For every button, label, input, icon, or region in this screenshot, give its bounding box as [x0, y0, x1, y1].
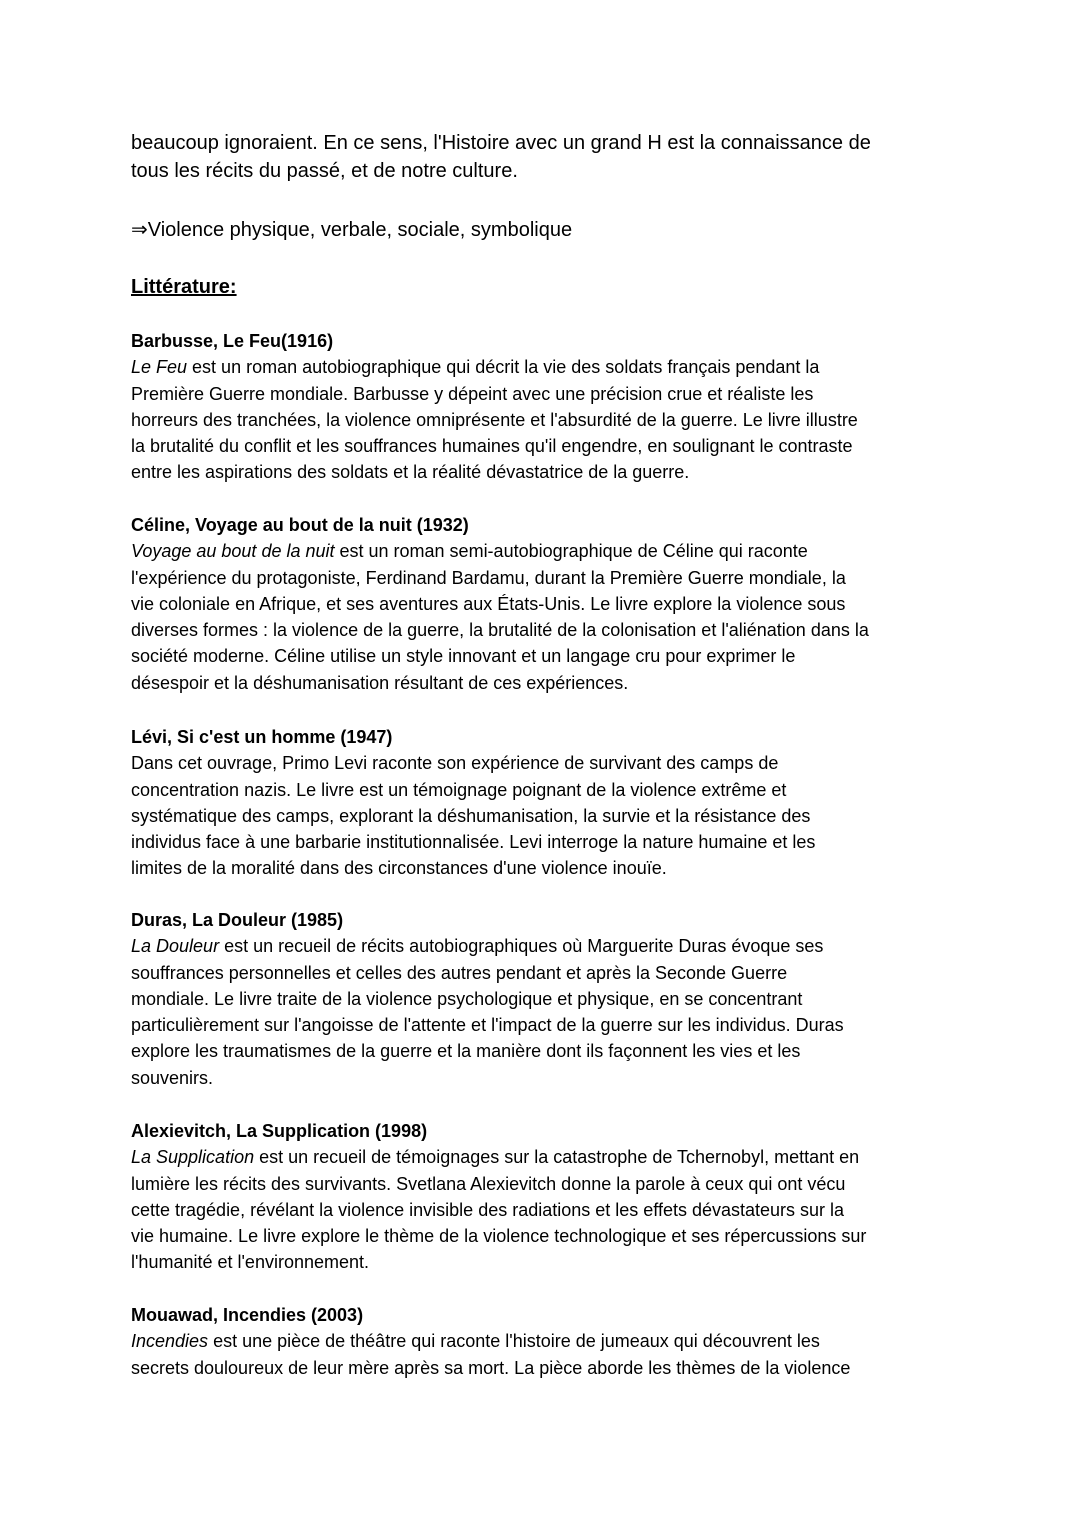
work-italic-title: Incendies — [131, 1331, 209, 1352]
work-description-line — [131, 591, 961, 617]
line-text: Première Guerre mondiale. Barbusse y dépeint avec une précision crue et réaliste les — [131, 383, 814, 404]
line-text: vie humaine. Le livre explore le thème de la violence technologique et ses répercussions sur — [131, 1226, 867, 1247]
line-text: est un recueil de récits autobiographiques où Marguerite Duras évoque ses — [219, 936, 824, 957]
line-text: souvenirs. — [131, 1067, 214, 1088]
line-text: est une pièce de théâtre qui raconte l'histoire de jumeaux qui découvrent les — [208, 1331, 820, 1352]
intro-paragraph — [131, 129, 961, 185]
work-description-line — [131, 1249, 961, 1275]
work-entry — [131, 1302, 961, 1381]
work-description-line — [131, 381, 961, 407]
intro-line: beaucoup ignoraient. En ce sens, l'Histoire avec un grand H est la connaissance de — [131, 132, 871, 154]
work-title: Barbusse, Le Feu(1916) — [131, 331, 334, 351]
work-entry — [131, 724, 961, 882]
work-title: Céline, Voyage au bout de la nuit (1932) — [131, 515, 469, 535]
line-text: Dans cet ouvrage, Primo Levi raconte son expérience de survivant des camps de — [131, 753, 779, 774]
work-description-line — [131, 459, 961, 485]
work-description-line — [131, 1355, 961, 1381]
line-text: désespoir et la déshumanisation résultant de ces expériences. — [131, 672, 629, 693]
line-text: est un roman semi-autobiographique de Céline qui raconte — [334, 541, 808, 562]
work-description-line — [131, 750, 961, 776]
work-title: Duras, La Douleur (1985) — [131, 910, 344, 930]
line-text: mondiale. Le livre traite de la violence psychologique et physique, en se concentrant — [131, 988, 803, 1009]
line-text: entre les aspirations des soldats et la réalité dévastatrice de la guerre. — [131, 462, 690, 483]
violence-types: ⇒Violence physique, verbale, sociale, symbolique — [131, 219, 573, 241]
work-description-line — [131, 1065, 961, 1091]
work-description-line — [131, 1171, 961, 1197]
work-entry — [131, 512, 961, 696]
work-description-line — [131, 617, 961, 643]
work-description-line — [131, 1197, 961, 1223]
section-title: Littérature: — [131, 276, 237, 298]
work-description-line — [131, 986, 961, 1012]
line-text: cette tragédie, révélant la violence invisible des radiations et les effets dévastateurs sur la — [131, 1199, 845, 1220]
line-text: particulièrement sur l'angoisse de l'attente et l'impact de la guerre sur les individus. Duras — [131, 1015, 844, 1036]
line-text: systématique des camps, explorant la déshumanisation, la survie et la résistance des — [131, 805, 811, 826]
work-italic-title: Le Feu — [131, 357, 188, 378]
line-text: l'expérience du protagoniste, Ferdinand Bardamu, durant la Première Guerre mondiale, la — [131, 567, 846, 588]
line-text: concentration nazis. Le livre est un témoignage poignant de la violence extrême et — [131, 779, 787, 800]
work-italic-title: La Supplication — [131, 1147, 255, 1168]
line-text: la brutalité du conflit et les souffrances humaines qu'il engendre, en soulignant le contraste — [131, 436, 853, 457]
line-text: lumière les récits des survivants. Svetlana Alexievitch donne la parole à ceux qui ont vécu — [131, 1173, 846, 1194]
line-text: est un recueil de témoignages sur la catastrophe de Tchernobyl, mettant en — [254, 1147, 860, 1168]
work-description-line — [131, 670, 961, 696]
work-description-line — [131, 354, 961, 380]
line-text: secrets douloureux de leur mère après sa mort. La pièce aborde les thèmes de la violence — [131, 1357, 851, 1378]
work-description-line — [131, 855, 961, 881]
line-text: souffrances personnelles et celles des autres pendant et après la Seconde Guerre — [131, 962, 788, 983]
line-text: diverses formes : la violence de la guerre, la brutalité de la colonisation et l'aliénation dans la — [131, 620, 869, 641]
work-italic-title: La Douleur — [131, 936, 220, 957]
work-description-line — [131, 1223, 961, 1249]
line-text: vie coloniale en Afrique, et ses aventures aux États-Unis. Le livre explore la violence sous — [131, 593, 846, 614]
line-text: société moderne. Céline utilise un style innovant et un langage cru pour exprimer le — [131, 646, 796, 667]
work-description-line — [131, 433, 961, 459]
line-text: explore les traumatismes de la guerre et la manière dont ils façonnent les vies et les — [131, 1041, 801, 1062]
work-description-line — [131, 1012, 961, 1038]
work-title: Alexievitch, La Supplication (1998) — [131, 1121, 428, 1141]
work-italic-title: Voyage au bout de la nuit — [131, 541, 335, 562]
work-description-line — [131, 1038, 961, 1064]
work-description-line — [131, 960, 961, 986]
work-description-line — [131, 407, 961, 433]
line-text: limites de la moralité dans des circonstances d'une violence inouïe. — [131, 858, 667, 879]
work-description-line — [131, 538, 961, 564]
intro-line: tous les récits du passé, et de notre culture. — [131, 160, 518, 182]
work-description-line — [131, 777, 961, 803]
line-text: l'humanité et l'environnement. — [131, 1252, 370, 1273]
work-description-line — [131, 933, 961, 959]
work-title: Mouawad, Incendies (2003) — [131, 1305, 364, 1325]
line-text: horreurs des tranchées, la violence omniprésente et l'absurdité de la guerre. Le livre illustre — [131, 409, 858, 430]
work-entry — [131, 328, 961, 486]
work-entry — [131, 1118, 961, 1276]
line-text: individus face à une barbarie institutionnalisée. Levi interroge la nature humaine et les — [131, 832, 816, 853]
work-description-line — [131, 803, 961, 829]
line-text: est un roman autobiographique qui décrit la vie des soldats français pendant la — [187, 357, 820, 378]
work-description-line — [131, 829, 961, 855]
work-title: Lévi, Si c'est un homme (1947) — [131, 727, 393, 747]
work-description-line — [131, 1328, 961, 1354]
work-description-line — [131, 1144, 961, 1170]
work-entry — [131, 907, 961, 1091]
work-description-line — [131, 643, 961, 669]
work-description-line — [131, 565, 961, 591]
